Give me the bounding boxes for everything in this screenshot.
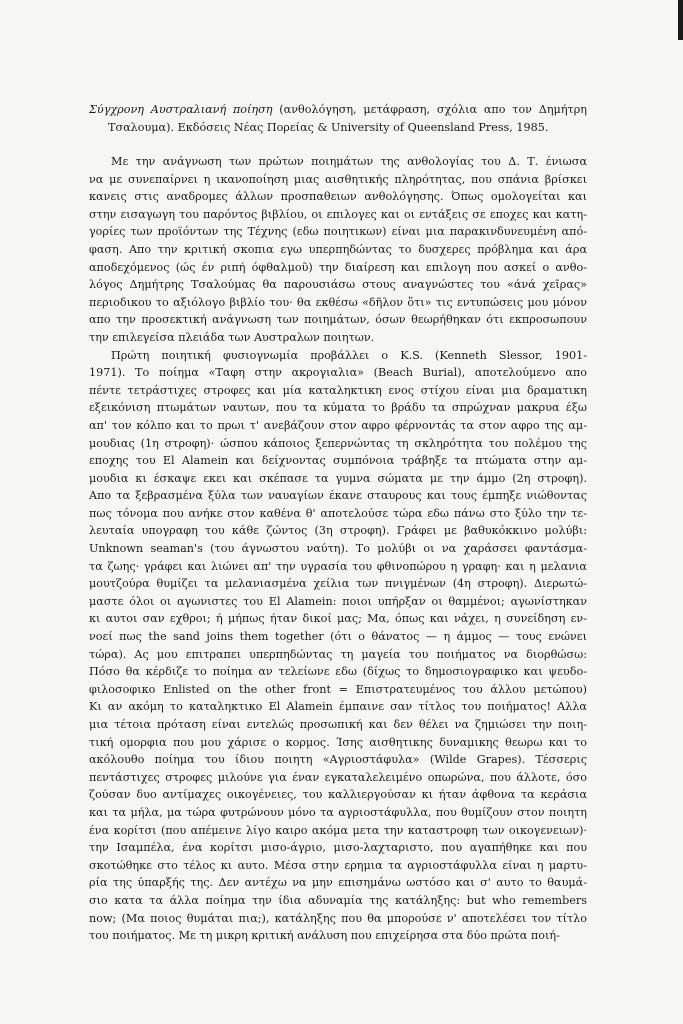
text-line: και τα μήλα, μα τώρα φυτρώνουν μόνο τα αγριοστάφυλλα, που θυμίζουν στον ποιητη bbox=[89, 805, 587, 819]
text-line: μια τέτοια πρόταση είναι εντελώς προσωπική και δεν θέλει να ζημιώσει την ποιη- bbox=[89, 718, 587, 731]
text-line: φαση. Απο την κριτική σκοπια εγω υπερπηδώντας το δυσχερες πρόβλημα και άρα bbox=[89, 242, 587, 256]
text-line: 1971). Το ποίημα «Ταφη στην ακρογιαλια» (Beach Burial), αποτελούμενο απο bbox=[89, 366, 587, 380]
text-line: Πόσο θα κέρδιζε το ποίημα αν τελείωνε εδω (δίχως το δημοσιογραφικο και ψευδο- bbox=[89, 665, 587, 679]
review-header bbox=[89, 101, 587, 136]
text-line: ένα κορίτσι (που απέμεινε λίγο καιρο ακόμα μετα την καταστροφη των οικογενειων)· bbox=[89, 823, 587, 837]
text-line: τική ομορφια που μου χάρισε ο κορμος. Ίσης αισθητικης δυναμικης θεωρω και το bbox=[89, 735, 587, 749]
text-line: τα ζωης· γράφει και λιώνει απ' την υγρασία του φθινοπώρου η γραφη· και η μελανια bbox=[89, 559, 587, 573]
text-line: Με την ανάγνωση των πρώτων ποιημάτων της ανθολογίας του Δ. Τ. ένιωσα bbox=[111, 155, 587, 168]
text-line: πεντάστιχες στροφες μιλούνε για έναν εγκαταλελειμένο οπωρώνα, που άλλοτε, όσο bbox=[89, 770, 587, 784]
text-line: στην εισαγωγη του παρόντος βιβλίου, οι επιλογες και οι εντάξεις σε εποχες και κατη- bbox=[89, 207, 587, 221]
text-line: πως τόνομα που ανήκε στον καθένα θ' αποτελούσε τώρα εδω πάνω στο ξύλο την τε- bbox=[89, 506, 587, 520]
header-line-1-text bbox=[89, 103, 587, 116]
text-line: Απο τα ξεβρασμένα ξύλα των ναυαγίων έκανε σταυρους και τους έμπηξε νιώθοντας bbox=[89, 489, 587, 503]
text-line: τώρα). Ας μου επιτραπει υπερπηδώντας τη μαγεία του ποιήματος να διορθώσω: bbox=[89, 647, 587, 661]
text-line: λευταία υπογραφη του κάθε ζώντος (3η στροφη). Γράφει με βαθυκόκκινο μολύβι: bbox=[89, 524, 587, 538]
book-title: Σύγχρονη Αυστραλιανή ποίηση bbox=[89, 103, 280, 116]
text-line: now; (Μα ποιος θυμάται πια;), κατάληξης που θα μπορούσε ν' αποτελέσει τον τίτλο bbox=[89, 911, 587, 925]
text-line: μουδια κι έσκαψε εκει και σκέπασε τα γυμνα σώματα με την άμμο (2η στροφη). bbox=[89, 471, 587, 485]
text-line: σιο κατα τα άλλα ποίημα την ίδια αδυναμία της κατάληξης: but who remembers bbox=[89, 893, 587, 907]
text-line: του ποιήματος. Με τη μικρη κριτική ανάλυση που επιχείρησα στα δύο πρώτα ποιή- bbox=[89, 929, 560, 943]
paragraph bbox=[89, 153, 587, 347]
book-details: (ανθολόγηση, μετάφραση, σχόλια απο τον Δημήτρη bbox=[279, 103, 587, 116]
text-line: την Ισαμπέλα, ένα κορίτσι μισο-άγριο, μισο-λαχταριστο, που αγαπήθηκε και που bbox=[89, 841, 587, 855]
text-line: να με συνεπαίρνει η ικανοποίηση μιας αισθητικής πληρότητας, που σπάνια βρίσκει bbox=[89, 172, 587, 186]
paragraph bbox=[89, 347, 587, 945]
text-line: μουδιας (1η στροφη)· ώσπου κάποιος ξεπερνώντας τη σκληρότητα του πολέμου της bbox=[89, 436, 587, 450]
text-line: εξεικόνιση πτωμάτων ναυτων, που τα κύματα το βράδυ τα σπρώχναν μακρυα έξω bbox=[89, 401, 587, 415]
text-line: λόγος Δημήτρης Τσαλούμας θα παρουσιάσω στους αναγνώστες του «άνά χεῖρας» bbox=[89, 278, 587, 292]
text-line: φιλοσοφικο Enlisted on the other front = Επιστρατευμένος του άλλου μετώπου) bbox=[89, 682, 587, 696]
text-line: περιοδικου το αξιόλογο βιβλίο του· θα εκθέσω «δῆλον ὅτι» τις εντυπώσεις μου μόνον bbox=[89, 295, 587, 309]
text-line: κανεις στις αναδρομες άλλων προσπαθειων ανθολόγησης. Όπως ομολογείται και bbox=[89, 190, 587, 204]
header-line-2: Τσαλουμα). Εκδόσεις Νέας Πορείας & University of Queensland Press, 1985. bbox=[108, 120, 549, 134]
text-line: σκοτώθηκε στο τέλος κι αυτο. Μέσα στην ερημια τα αγριοστάφυλλα είναι η μαρτυ- bbox=[89, 858, 587, 872]
scan-edge-mark bbox=[678, 0, 683, 40]
review-body bbox=[89, 153, 587, 945]
text-line: Κι αν ακόμη το καταληκτικο El Alamein έμπαινε σαν τίτλος του ποιήματος! Αλλα bbox=[89, 700, 587, 714]
text-line: πέντε τετράστιχες στροφες και μία καταληκτικη ενος στίχου είναι μια δραματικη bbox=[89, 383, 587, 397]
header-line-1 bbox=[89, 101, 587, 119]
text-line: απο την προσεκτική ανάγνωση των ποιημάτων, όσων θεωρήθηκαν ότι εκπροσωπουν bbox=[89, 313, 587, 327]
text-line: απ' τον κόλπο και το πρωι τ' ανεβάζουν στον αφρο φέρνοντάς τα στον αφρο της αμ- bbox=[89, 418, 587, 432]
text-line: νοεί πως the sand joins them together (ότι ο θάνατος — η άμμος — τους ενώνει bbox=[89, 630, 587, 644]
text-line: την επιλεγείσα πλειάδα των Αυστραλων ποιητων. bbox=[89, 330, 375, 344]
text-line: Unknown seaman's (του άγνωστου ναύτη). Το μολύβι οι να χαράσσει φαντάσμα- bbox=[89, 542, 587, 556]
text-line: αποδεχόμενος (ώς έν ριπή όφθαλμοῦ) την διαίρεση και επιλογη που ασκεί ο ανθο- bbox=[89, 260, 587, 274]
text-line: μαστε όλοι οι αγωνιστες του El Alamein: ποιοι υπήρξαν οι θαμμένοι; αγωνίστηκαν bbox=[89, 594, 587, 608]
text-line: μουτζούρα θυμίζει τα μελανιασμένα χείλια των πνιγμένων (4η στροφη). Διερωτώ- bbox=[89, 577, 587, 591]
text-line: κι αυτοι σαν εχθροι; ή μήπως ήταν δικοί μας; Μα, όπως και νάχει, η συνείδηση εν- bbox=[89, 612, 587, 626]
text-line: εποχης του El Alamein και δείχνοντας συμπόνοια τράβηξε τα πτώματα στην αμ- bbox=[89, 454, 587, 468]
text-line: γορίες των προϊόντων της Τέχνης (εδω ποιητικων) είναι μια παρακινδυνευμένη από- bbox=[89, 225, 587, 239]
text-line: ζούσαν δυο αντίμαχες οικογένειες, του καλλιεργούσαν κι ήταν άφθονα τα κεράσια bbox=[89, 788, 587, 802]
text-line: ακόλουθο ποίημα του ίδιου ποιητη «Αγριοστάφυλα» (Wilde Grapes). Τέσσερις bbox=[89, 753, 587, 767]
text-line: ρία της ύπαρξής της. Δεν αντέχω να μην επισημάνω ωστόσο και σ' αυτο το θαυμά- bbox=[89, 876, 587, 890]
text-line: Πρώτη ποιητική φυσιογνωμία προβάλλει ο K.S. (Kenneth Slessor, 1901- bbox=[111, 348, 587, 362]
